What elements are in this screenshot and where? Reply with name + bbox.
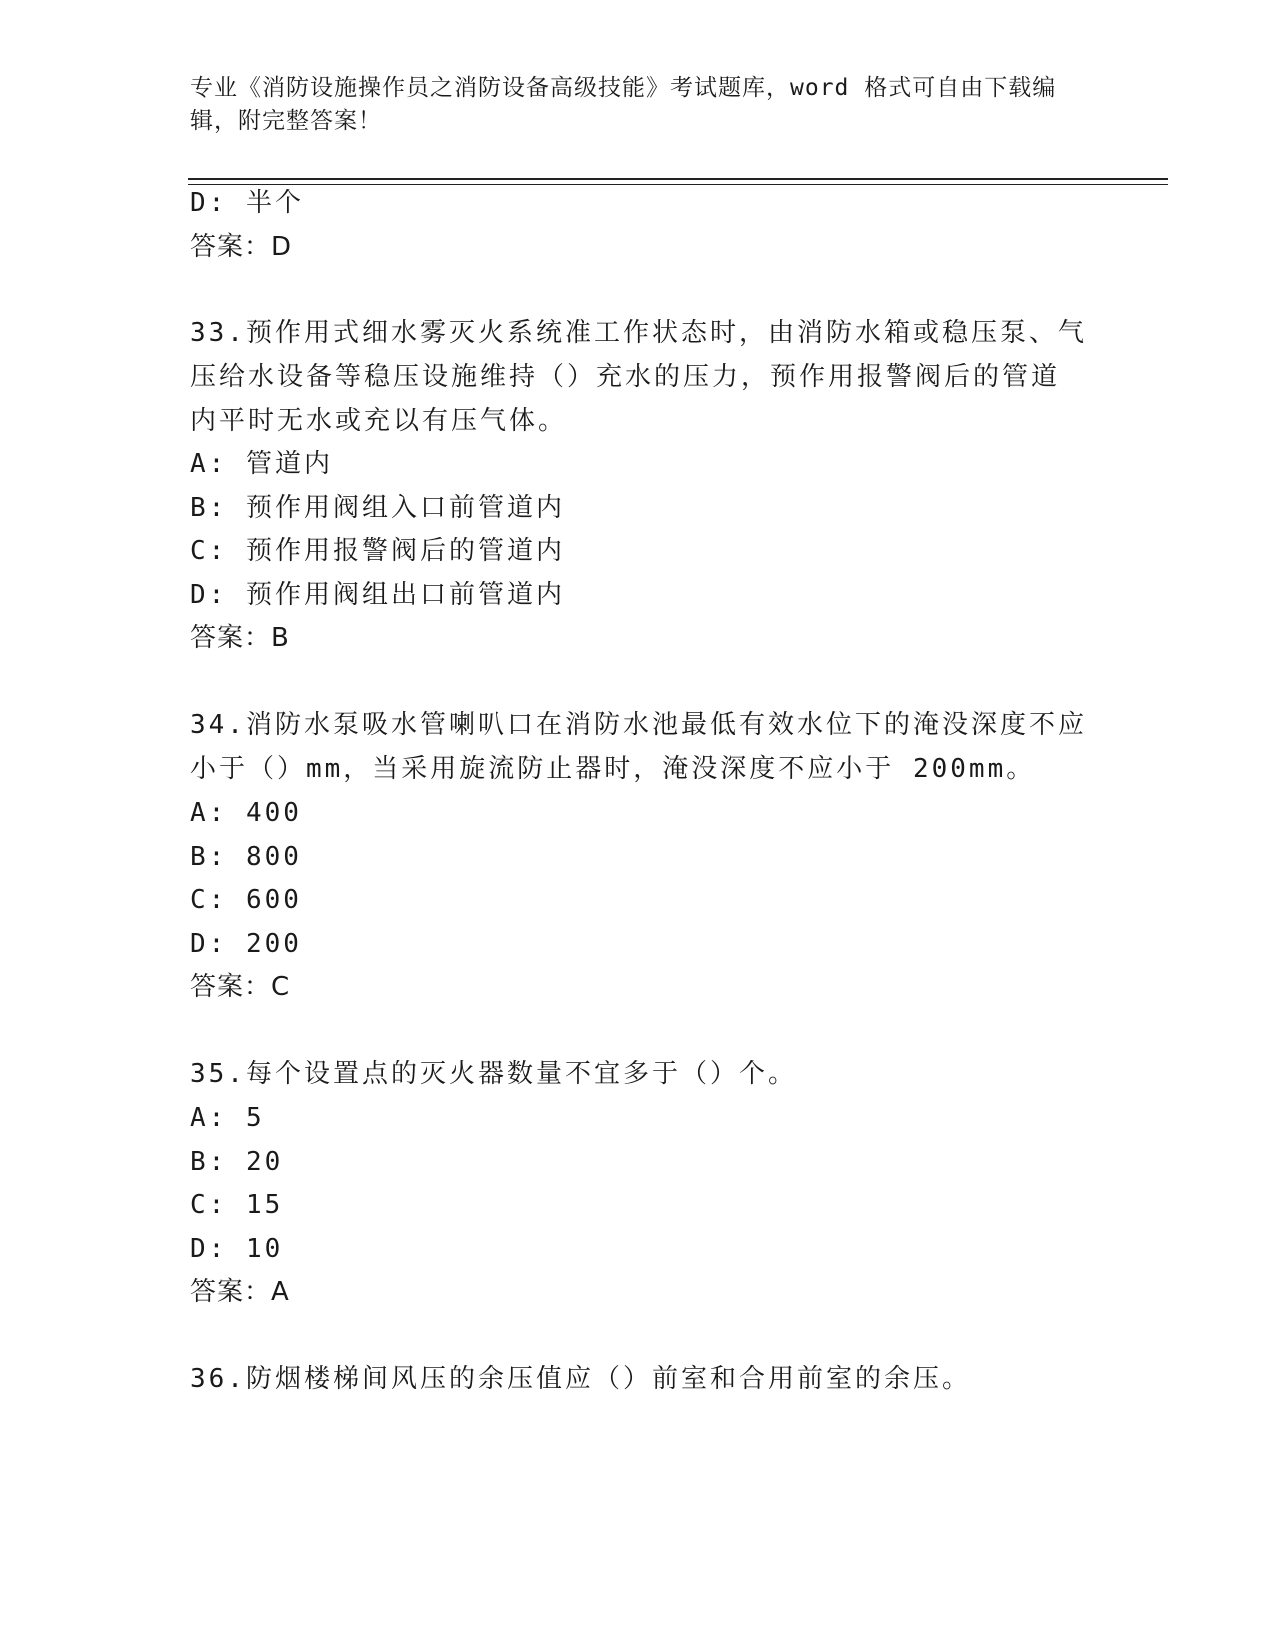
q33-answer: 答案：B bbox=[190, 623, 290, 653]
q35-option-c: C: 15 bbox=[190, 1190, 284, 1220]
q33-option-d: D: 预作用阀组出口前管道内 bbox=[190, 580, 565, 610]
q33-stem-line-2: 压给水设备等稳压设施维持（）充水的压力，预作用报警阀后的管道 bbox=[190, 362, 1061, 392]
prev-answer: 答案：D bbox=[190, 232, 293, 262]
q35-option-b: B: 20 bbox=[190, 1147, 284, 1177]
q33-option-a: A: 管道内 bbox=[190, 449, 333, 479]
q35-option-d: D: 10 bbox=[190, 1234, 284, 1264]
q34-answer: 答案：C bbox=[190, 972, 291, 1002]
q35-answer: 答案：A bbox=[190, 1277, 290, 1307]
q34-option-b: B: 800 bbox=[190, 842, 302, 872]
q34-option-c: C: 600 bbox=[190, 885, 302, 915]
q35-option-a: A: 5 bbox=[190, 1103, 265, 1133]
header-line-2: 辑，附完整答案！ bbox=[190, 108, 382, 134]
q36-stem-line-1: 36.防烟楼梯间风压的余压值应（）前室和合用前室的余压。 bbox=[190, 1364, 971, 1394]
q33-option-b: B: 预作用阀组入口前管道内 bbox=[190, 493, 565, 523]
q34-stem-line-1: 34.消防水泵吸水管喇叭口在消防水池最低有效水位下的淹没深度不应 bbox=[190, 710, 1087, 740]
q35-stem-line-1: 35.每个设置点的灭火器数量不宜多于（）个。 bbox=[190, 1059, 797, 1089]
prev-option-d: D: 半个 bbox=[190, 188, 304, 218]
q34-option-d: D: 200 bbox=[190, 929, 302, 959]
q33-stem-line-3: 内平时无水或充以有压气体。 bbox=[190, 406, 568, 436]
q34-stem-line-2: 小于（）mm，当采用旋流防止器时，淹没深度不应小于 200mm。 bbox=[190, 754, 1036, 784]
header-divider-thick bbox=[188, 178, 1168, 180]
header-divider-thin bbox=[188, 184, 1168, 185]
q34-option-a: A: 400 bbox=[190, 798, 302, 828]
q33-option-c: C: 预作用报警阀后的管道内 bbox=[190, 536, 565, 566]
header-line-1: 专业《消防设施操作员之消防设备高级技能》考试题库，word 格式可自由下载编 bbox=[190, 75, 1057, 101]
q33-stem-line-1: 33.预作用式细水雾灭火系统准工作状态时，由消防水箱或稳压泵、气 bbox=[190, 318, 1087, 348]
document-header bbox=[190, 72, 1070, 138]
